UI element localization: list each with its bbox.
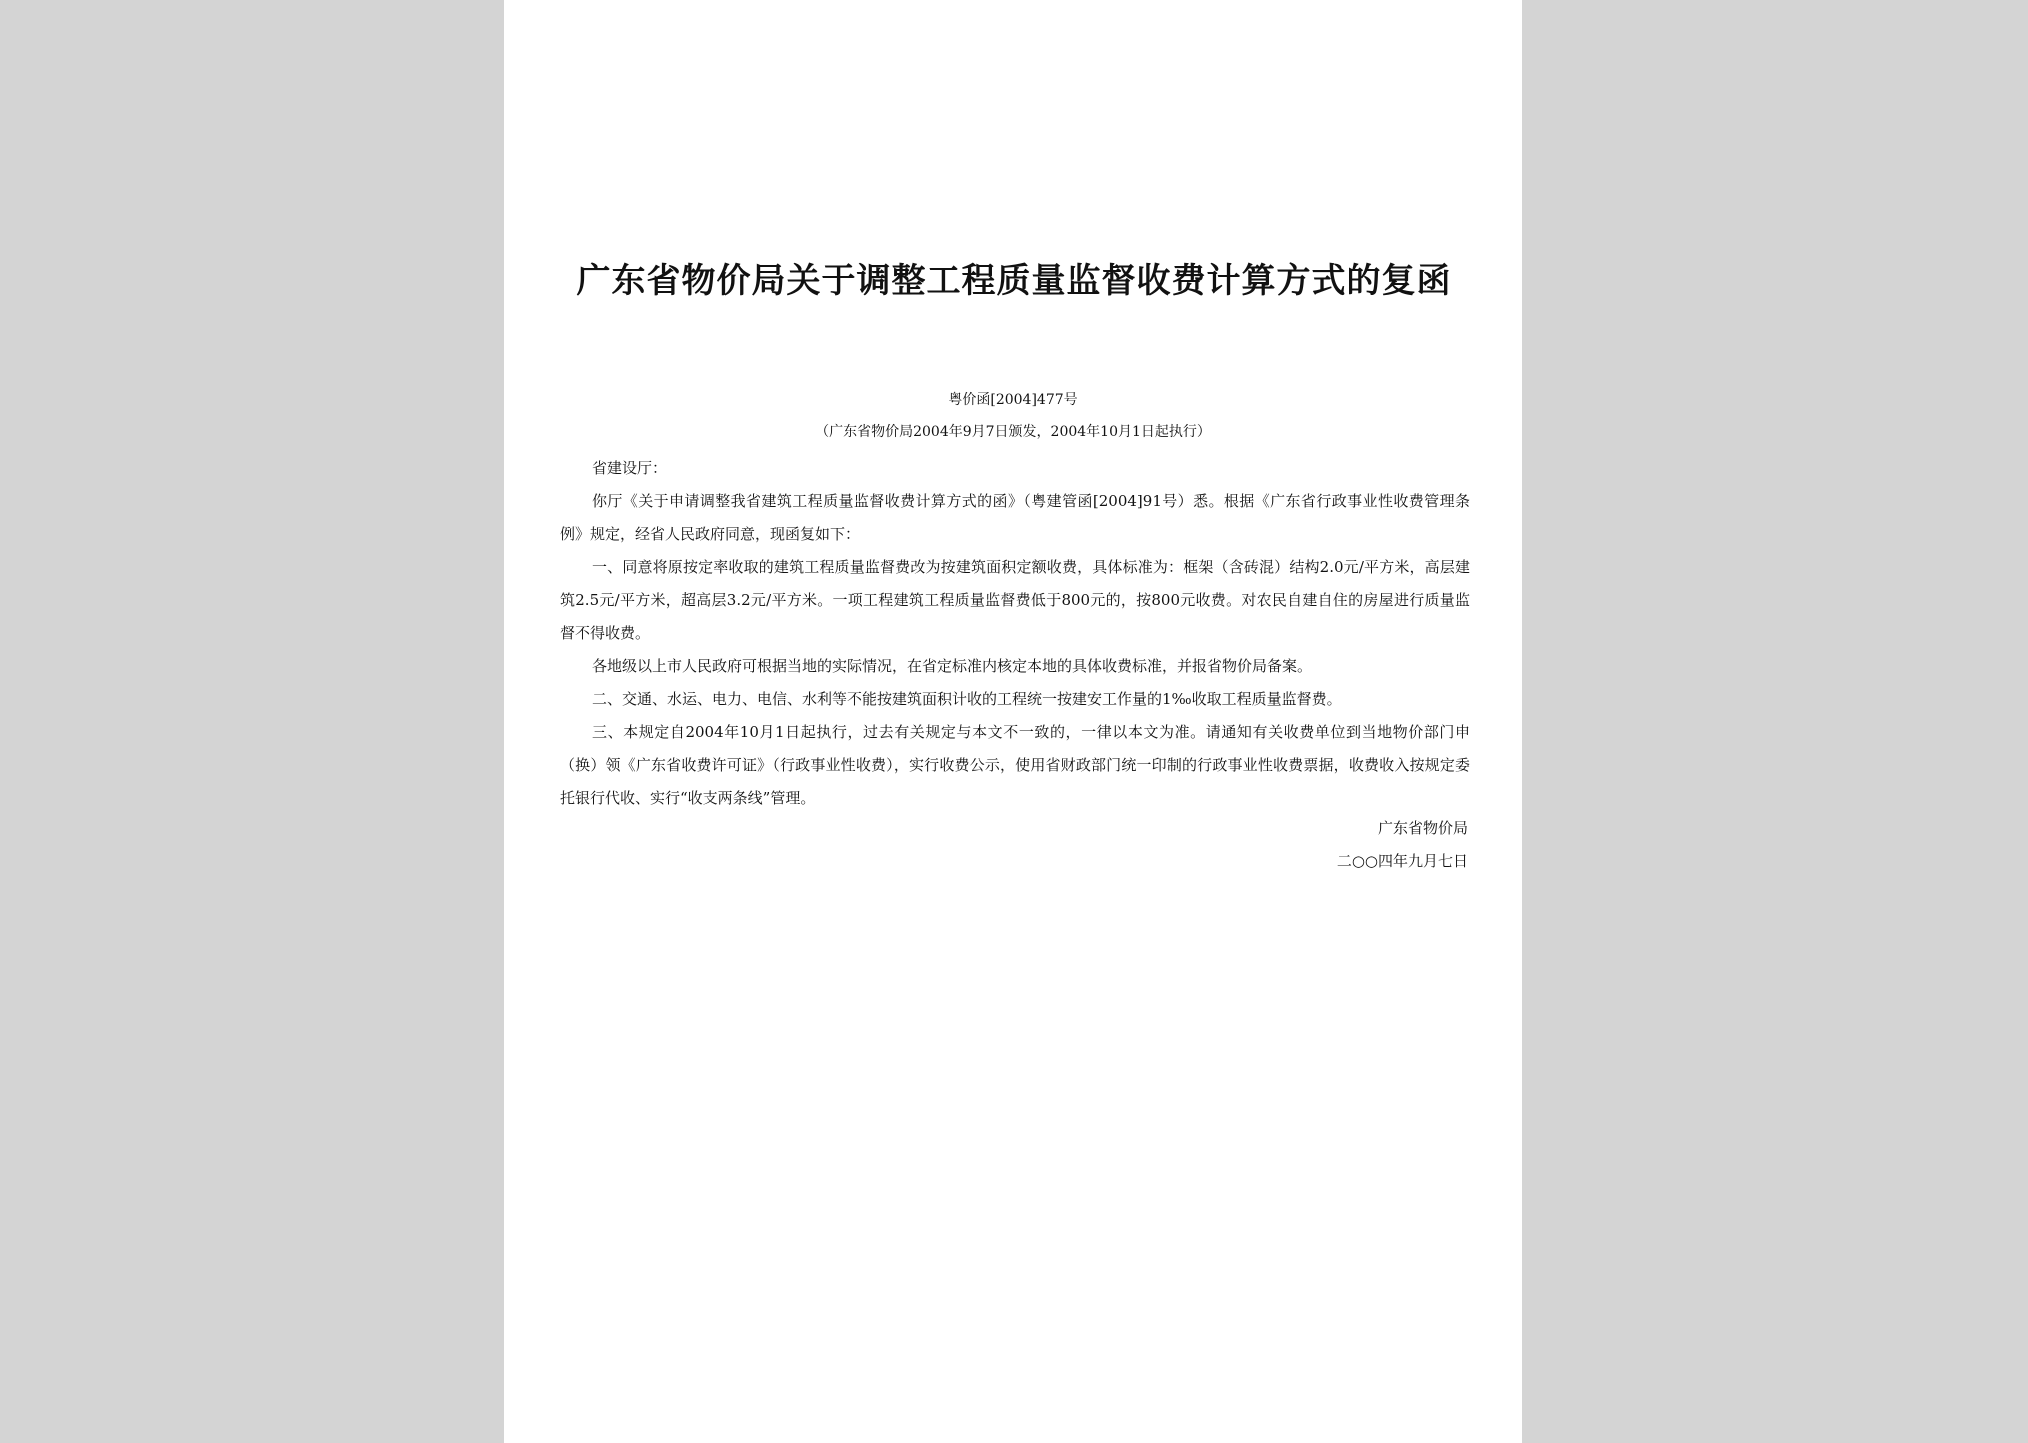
paragraph-intro: 你厅《关于申请调整我省建筑工程质量监督收费计算方式的函》（粤建管函[2004]91号）悉。根据《广东省行政事业性收费管理条例》规定，经省人民政府同意，现函复如下： bbox=[560, 492, 1470, 543]
paragraph-item-3: 三、本规定自2004年10月1日起执行，过去有关规定与本文不一致的，一律以本文为准。请通知有关收费单位到当地物价部门申（换）领《广东省收费许可证》（行政事业性收费），实行收费公示，使用省财政部门统一印制的行政事业性收费票据，收费收入按规定委托银行代收、实行“收支两条线”管理。 bbox=[560, 723, 1470, 807]
signature-date: 二○○四年九月七日 bbox=[1336, 852, 1468, 870]
paragraph-item-1: 一、同意将原按定率收取的建筑工程质量监督费改为按建筑面积定额收费，具体标准为：框架（含砖混）结构2.0元/平方米，高层建筑2.5元/平方米，超高层3.2元/平方米。一项工程建筑工程质量监督费低于800元的，按800元收费。对农民自建自住的房屋进行质量监督不得收费。 bbox=[560, 558, 1470, 642]
document-page bbox=[504, 0, 1522, 1443]
paragraph-local-standards: 各地级以上市人民政府可根据当地的实际情况，在省定标准内核定本地的具体收费标准，并报省物价局备案。 bbox=[592, 657, 1313, 675]
signature-block bbox=[1337, 812, 1468, 878]
document-title: 广东省物价局关于调整工程质量监督收费计算方式的复函 bbox=[576, 261, 1452, 301]
paragraph-item-2: 二、交通、水运、电力、电信、水利等不能按建筑面积计收的工程统一按建安工作量的1‰收取工程质量监督费。 bbox=[592, 690, 1342, 708]
signer: 广东省物价局 bbox=[1377, 819, 1468, 837]
document-body bbox=[560, 452, 1470, 815]
issue-note: （广东省物价局2004年9月7日颁发，2004年10月1日起执行） bbox=[815, 424, 1211, 440]
salutation: 省建设厅： bbox=[592, 459, 668, 477]
document-number: 粤价函[2004]477号 bbox=[948, 392, 1078, 408]
